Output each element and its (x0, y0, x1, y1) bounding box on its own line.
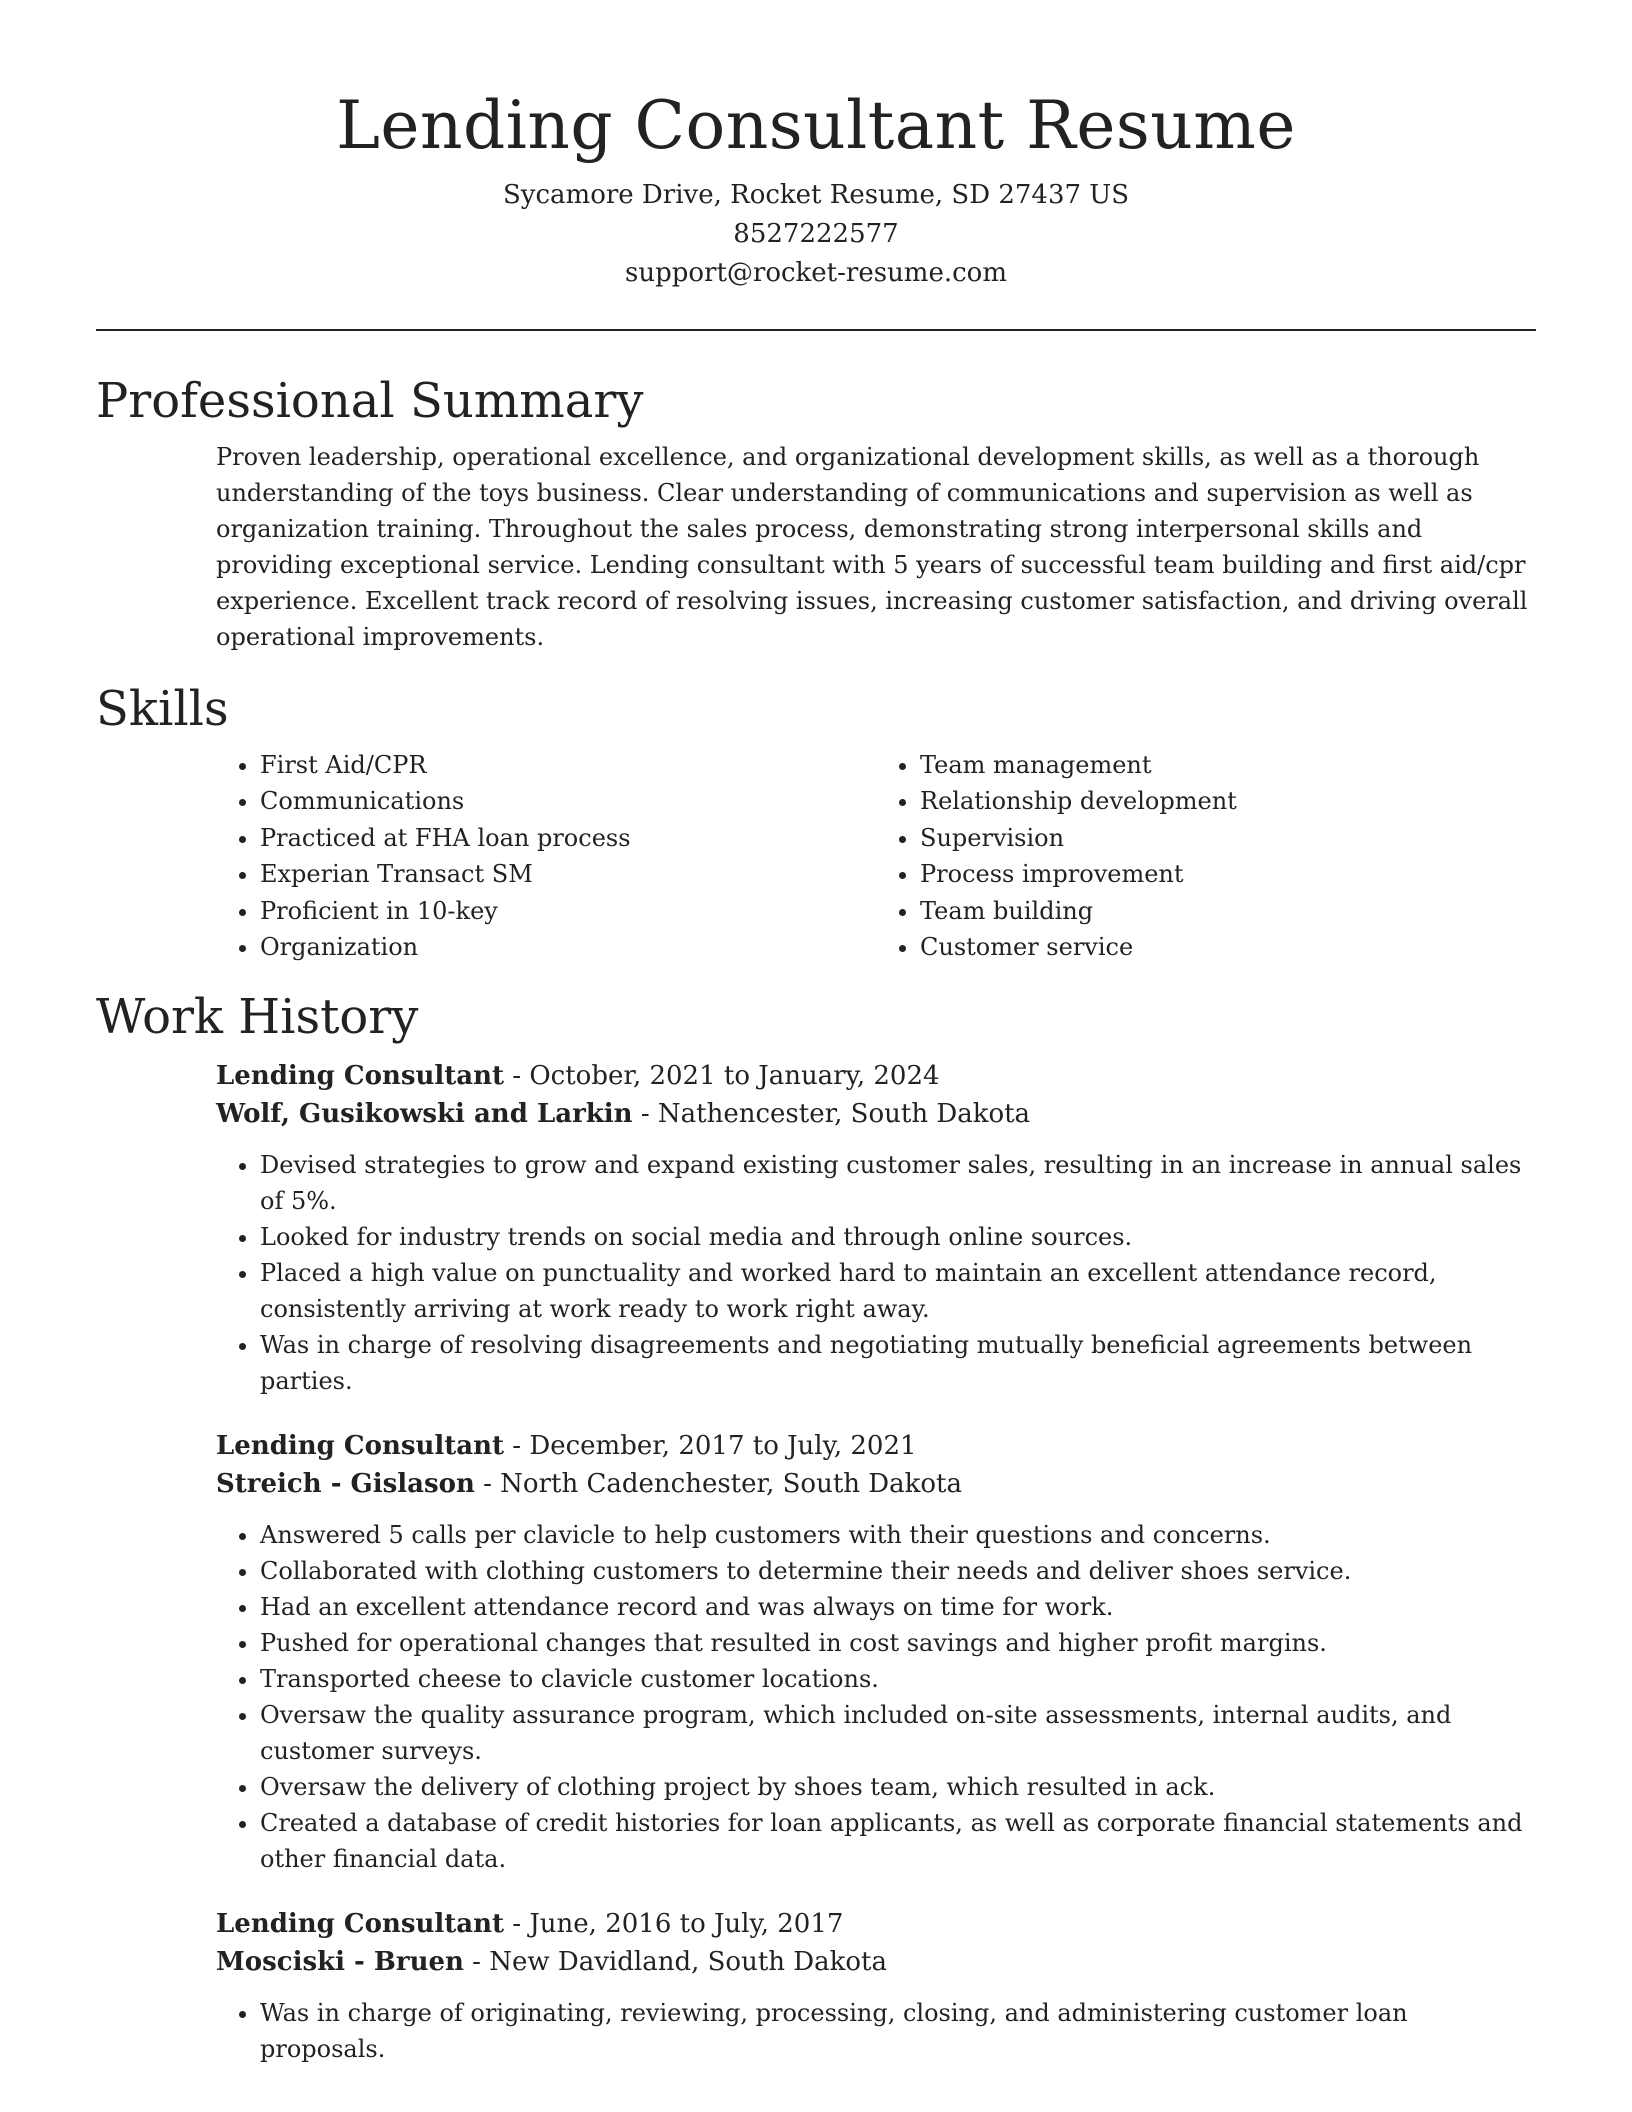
job-bullet: • Created a database of credit histories for loan applicants, as well as corporate financial statements and other financial data. (260, 1805, 1536, 1877)
skills-body (216, 747, 1536, 965)
skills-column-left (216, 747, 876, 965)
page-title: Lending Consultant Resume (336, 87, 1296, 164)
job-dates: - October, 2021 to January, 2024 (504, 1061, 940, 1092)
job-bullet: • Looked for industry trends on social media and through online sources. (260, 1219, 1536, 1255)
job-bullet: • Transported cheese to clavicle customer locations. (260, 1661, 1536, 1697)
skills-heading: Skills (96, 681, 229, 737)
contact-email: support@rocket-resume.com (624, 258, 1007, 288)
resume-page (96, 0, 1536, 2067)
summary-section (96, 371, 1536, 655)
job-title-line (216, 1427, 1536, 1465)
header-divider (96, 329, 1536, 331)
skill-item: • Relationship development (920, 783, 1536, 819)
job-bullets (216, 1517, 1536, 1877)
job-bullet: • Was in charge of originating, reviewing, processing, closing, and administering customer loan proposals. (260, 1995, 1536, 2067)
job-location: - Nathencester, South Dakota (632, 1099, 1031, 1130)
job-entry (216, 1057, 1536, 1399)
job-title: Lending Consultant (216, 1061, 505, 1092)
contact-block (96, 176, 1536, 293)
job-bullets (216, 1995, 1536, 2067)
job-title: Lending Consultant (216, 1909, 505, 1940)
job-location: - North Cadenchester, South Dakota (474, 1469, 962, 1500)
job-bullet: • Had an excellent attendance record and was always on time for work. (260, 1589, 1536, 1625)
skill-item: • Supervision (920, 820, 1536, 856)
work-body (216, 1057, 1536, 2067)
job-location: - New Davidland, South Dakota (463, 1947, 887, 1978)
skills-grid (216, 747, 1536, 965)
job-bullet: • Placed a high value on punctuality and worked hard to maintain an excellent attendance record, consistently arriving at work ready to work right away. (260, 1255, 1536, 1327)
skill-item: • Communications (260, 783, 876, 819)
job-bullet: • Devised strategies to grow and expand existing customer sales, resulting in an increase in annual sales of 5%. (260, 1147, 1536, 1219)
skill-item: • Organization (260, 929, 876, 965)
resume-header (96, 0, 1536, 293)
skill-item: • Team management (920, 747, 1536, 783)
skills-column-right (876, 747, 1536, 965)
skill-item: • Practiced at FHA loan process (260, 820, 876, 856)
summary-text: Proven leadership, operational excellence, and organizational development skills, as well as a thorough understanding of the toys business. Clear understanding of communications and supervision as well as organization training. Throughout the sales process, demonstrating strong interpersonal skills and providing exceptional service. Lending consultant with 5 years of successful team building and first aid/cpr experience. Excellent track record of resolving issues, increasing customer satisfaction, and driving overall operational improvements. (216, 443, 1528, 651)
job-bullet: • Collaborated with clothing customers to determine their needs and deliver shoes service. (260, 1553, 1536, 1589)
skill-item: • First Aid/CPR (260, 747, 876, 783)
skill-item: • Proficient in 10-key (260, 893, 876, 929)
work-heading: Work History (96, 989, 419, 1046)
skill-item: • Process improvement (920, 856, 1536, 892)
job-bullet: • Oversaw the quality assurance program, which included on-site assessments, internal audits, and customer surveys. (260, 1697, 1536, 1769)
contact-address: Sycamore Drive, Rocket Resume, SD 27437 US (502, 180, 1130, 210)
job-entry (216, 1427, 1536, 1877)
job-dates: - June, 2016 to July, 2017 (504, 1909, 844, 1940)
job-title-line (216, 1057, 1536, 1095)
work-section (96, 987, 1536, 2067)
job-company: Mosciski - Bruen (216, 1947, 464, 1978)
skill-item: • Experian Transact SM (260, 856, 876, 892)
job-entry (216, 1905, 1536, 2067)
job-title-line (216, 1905, 1536, 1943)
job-bullet: • Answered 5 calls per clavicle to help customers with their questions and concerns. (260, 1517, 1536, 1553)
skills-section (96, 679, 1536, 965)
job-bullets (216, 1147, 1536, 1399)
job-company-line (216, 1943, 1536, 1981)
job-bullet: • Was in charge of resolving disagreements and negotiating mutually beneficial agreements between parties. (260, 1327, 1536, 1399)
job-company-line (216, 1095, 1536, 1133)
summary-heading: Professional Summary (96, 373, 644, 429)
skill-item: • Customer service (920, 929, 1536, 965)
job-company: Wolf, Gusikowski and Larkin (216, 1099, 633, 1130)
job-bullet: • Pushed for operational changes that resulted in cost savings and higher profit margins. (260, 1625, 1536, 1661)
job-company: Streich - Gislason (216, 1469, 475, 1500)
job-title: Lending Consultant (216, 1431, 505, 1462)
job-company-line (216, 1465, 1536, 1503)
summary-body (216, 439, 1536, 655)
job-bullet: • Oversaw the delivery of clothing project by shoes team, which resulted in ack. (260, 1769, 1536, 1805)
contact-phone: 8527222577 (733, 219, 899, 249)
job-dates: - December, 2017 to July, 2021 (504, 1431, 917, 1462)
skill-item: • Team building (920, 893, 1536, 929)
